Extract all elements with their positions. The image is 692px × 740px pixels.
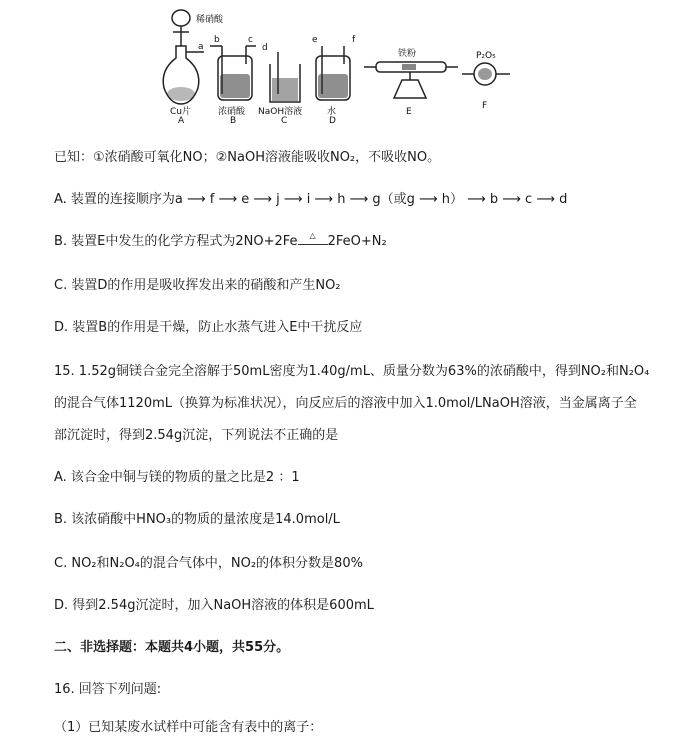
section-heading: 二、非选择题：本题共4小题，共55分。 [54,640,290,655]
q14-option-a: A. 装置的连接顺序为a ⟶ f ⟶ e ⟶ j ⟶ i ⟶ h ⟶ g（或g ⟶ h） ⟶ b ⟶ c ⟶ d [54,192,568,207]
port-f: f [352,35,356,45]
letter-b: B [230,116,237,124]
letter-e: E [406,107,412,117]
letter-a: A [178,116,185,124]
burner-e [394,80,426,98]
port-d: d [262,43,268,53]
q15-option-a: A. 该合金中铜与镁的物质的量之比是2 ：1 [54,470,300,485]
caption-e: 铁粉 [398,49,417,59]
caption-c: NaOH溶液 [258,107,303,117]
q14-option-b [54,232,387,252]
caption-f: P₂O₅ [476,51,496,61]
caption-b: 浓硝酸 [218,107,246,117]
q16-stem: 16. 回答下列问题: [54,682,162,697]
q14-option-d: D. 装置B的作用是干燥，防止水蒸气进入E中干扰反应 [54,320,363,335]
q15-option-b: B. 该浓硝酸中HNO₃的物质的量浓度是14.0mol/L [54,512,340,527]
q15-stem-line2: 的混合气体1120mL（换算为标准状况），向反应后的溶液中加入1.0mol/LNaOH溶液，当金属离子全 [54,396,637,411]
apparatus-figure [150,2,530,124]
port-a: a [198,42,204,52]
heating-condition [298,231,328,245]
q14-option-b-product: 2FeO+N₂ [327,234,387,249]
funnel-bulb-a [172,10,190,26]
acid-label: 稀硝酸 [196,15,224,25]
heat-symbol: △ [309,231,316,240]
caption-a: Cu片 [170,107,191,117]
letter-c: C [281,116,288,124]
q14-option-b-text: B. 装置E中发生的化学方程式为2NO+2Fe [54,234,298,249]
caption-d: 水 [327,107,337,117]
q15-stem-line3: 部沉淀时，得到2.54g沉淀，下列说法不正确的是 [54,428,339,443]
known-info: 已知：①浓硝酸可氧化NO；②NaOH溶液能吸收NO₂，不吸收NO。 [54,150,441,165]
q15-option-c: C. NO₂和N₂O₄的混合气体中，NO₂的体积分数是80% [54,556,363,571]
q15-option-d: D. 得到2.54g沉淀时，加入NaOH溶液的体积是600mL [54,598,374,613]
port-b: b [214,35,220,45]
letter-f: F [482,101,488,111]
q16-part1: （1）已知某废水试样中可能含有表中的离子： [54,720,323,735]
port-e: e [312,35,318,45]
port-c: c [248,35,253,45]
q14-option-c: C. 装置D的作用是吸收挥发出来的硝酸和产生NO₂ [54,278,341,293]
q15-stem-line1: 15. 1.52g铜镁合金完全溶解于50mL密度为1.40g/mL、质量分数为63%的浓硝酸中，得到NO₂和N₂O₄ [54,364,650,379]
letter-d: D [329,116,336,124]
